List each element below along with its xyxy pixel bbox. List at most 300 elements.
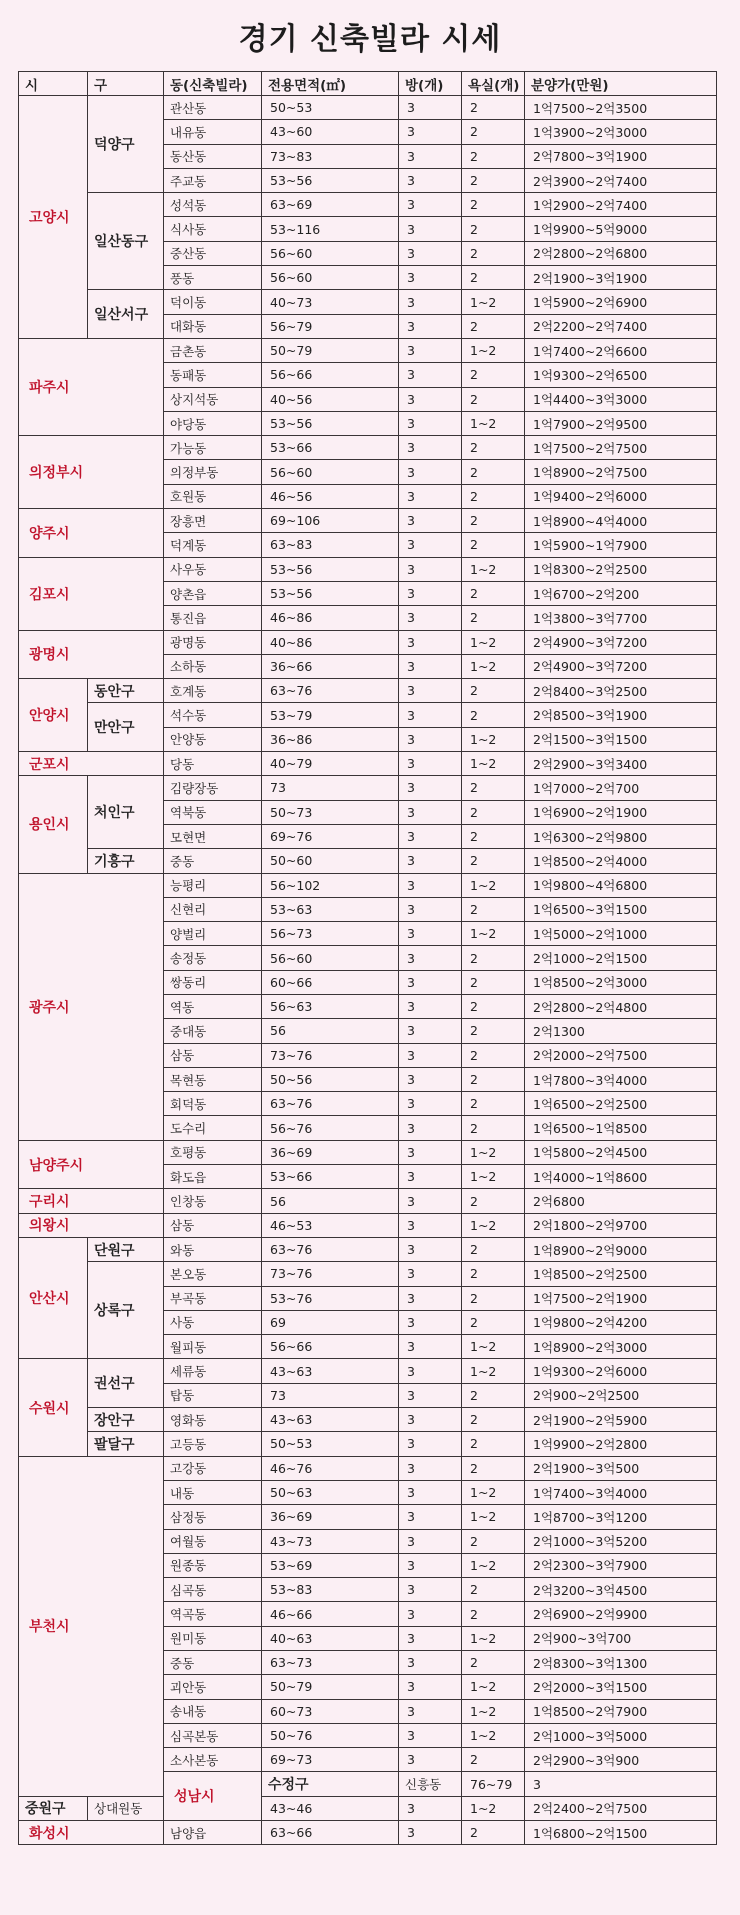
dong-cell: 심곡본동 [164,1723,262,1747]
rooms-cell: 3 [399,1286,462,1310]
price-cell: 1억4400~3억3000 [525,387,717,411]
table-row [19,1432,717,1456]
area-cell: 53~56 [262,411,399,435]
price-cell: 1억5000~2억1000 [525,922,717,946]
city-cell: 화성시 [19,1821,164,1845]
baths-cell: 1~2 [462,1165,525,1189]
price-cell: 1억7800~3억4000 [525,1067,717,1091]
area-cell: 69~106 [262,509,399,533]
price-cell: 1억8500~2억3000 [525,970,717,994]
dong-cell: 호원동 [164,484,262,508]
dong-cell: 양벌리 [164,922,262,946]
area-cell: 56~60 [262,946,399,970]
dong-cell: 가능동 [164,436,262,460]
area-cell: 56~60 [262,241,399,265]
dong-cell: 동산동 [164,144,262,168]
baths-cell: 1~2 [462,1553,525,1577]
dong-cell: 상대원동 [88,1796,164,1820]
dong-cell: 동패동 [164,363,262,387]
baths-cell: 2 [462,1310,525,1334]
table-row [19,436,717,460]
area-cell: 40~79 [262,752,399,776]
area-cell: 50~63 [262,1480,399,1504]
area-cell: 53~69 [262,1553,399,1577]
area-cell: 53~76 [262,1286,399,1310]
dong-cell: 주교동 [164,168,262,192]
baths-cell: 2 [462,217,525,241]
rooms-cell: 3 [525,1772,717,1796]
dong-cell: 본오동 [164,1262,262,1286]
price-cell: 2억2900~3억3400 [525,752,717,776]
table-row [19,1237,717,1261]
rooms-cell: 3 [399,1116,462,1140]
price-cell: 2억6800 [525,1189,717,1213]
price-cell: 1억6900~2억1900 [525,800,717,824]
price-cell: 1억3800~3억7700 [525,606,717,630]
area-cell: 56~79 [262,314,399,338]
dong-cell: 덕계동 [164,533,262,557]
price-cell: 1억5800~2억4500 [525,1140,717,1164]
area-cell: 50~79 [262,338,399,362]
dong-cell: 삼동 [164,1043,262,1067]
city-cell: 고양시 [19,96,88,339]
city-cell: 군포시 [19,752,164,776]
baths-cell: 2 [462,363,525,387]
villa-price-table [18,71,717,1845]
baths-cell: 2 [462,1067,525,1091]
price-cell: 1억9900~5억9000 [525,217,717,241]
price-cell: 2억2300~3억7900 [525,1553,717,1577]
baths-cell: 1~2 [462,630,525,654]
rooms-cell: 3 [399,1432,462,1456]
district-cell: 상록구 [88,1262,164,1359]
baths-cell: 2 [462,266,525,290]
table-row [19,1359,717,1383]
table-row [19,338,717,362]
price-cell: 2억2000~3억1500 [525,1675,717,1699]
table-row [19,873,717,897]
table-row [19,290,717,314]
city-cell: 의왕시 [19,1213,164,1237]
table-row [19,1140,717,1164]
price-cell: 1억7500~2억1900 [525,1286,717,1310]
baths-cell: 1~2 [462,1675,525,1699]
price-cell: 1억6300~2억9800 [525,824,717,848]
header-rooms: 방(개) [399,72,462,96]
district-cell: 만안구 [88,703,164,752]
area-cell: 40~86 [262,630,399,654]
dong-cell: 석수동 [164,703,262,727]
baths-cell: 2 [462,1456,525,1480]
rooms-cell: 3 [399,1383,462,1407]
area-cell: 46~53 [262,1213,399,1237]
area-cell: 56~73 [262,922,399,946]
dong-cell: 세류동 [164,1359,262,1383]
district-cell: 덕양구 [88,96,164,193]
price-cell: 1억8900~2억7500 [525,460,717,484]
dong-cell: 풍동 [164,266,262,290]
dong-cell: 모현면 [164,824,262,848]
baths-cell: 1~2 [462,1796,525,1820]
price-cell: 2억8500~3억1900 [525,703,717,727]
dong-cell: 괴안동 [164,1675,262,1699]
dong-cell: 영화동 [164,1408,262,1432]
city-cell: 양주시 [19,509,164,558]
price-cell: 2억900~2억2500 [525,1383,717,1407]
area-cell: 56 [262,1019,399,1043]
baths-cell: 1~2 [462,1505,525,1529]
table-row [19,1456,717,1480]
area-cell: 53~66 [262,436,399,460]
area-cell: 60~73 [262,1699,399,1723]
area-cell: 50~79 [262,1675,399,1699]
baths-cell: 2 [462,1748,525,1772]
price-cell: 2억1000~3억5200 [525,1529,717,1553]
rooms-cell: 3 [399,800,462,824]
dong-cell: 신흥동 [399,1772,462,1796]
rooms-cell: 3 [399,193,462,217]
price-cell: 1억5900~2억6900 [525,290,717,314]
dong-cell: 고등동 [164,1432,262,1456]
rooms-cell: 3 [399,557,462,581]
area-cell: 63~76 [262,1237,399,1261]
price-cell: 1억9900~2억2800 [525,1432,717,1456]
district-cell: 기흥구 [88,849,164,873]
header-dong: 동(신축빌라) [164,72,262,96]
baths-cell: 2 [462,120,525,144]
district-cell: 팔달구 [88,1432,164,1456]
dong-cell: 삼동 [164,1213,262,1237]
rooms-cell: 3 [399,873,462,897]
rooms-cell: 3 [399,1480,462,1504]
price-cell: 1억6500~2억2500 [525,1092,717,1116]
baths-cell: 2 [462,96,525,120]
baths-cell: 2 [462,193,525,217]
rooms-cell: 3 [399,1723,462,1747]
price-cell: 2억2800~2억6800 [525,241,717,265]
price-cell: 1억7500~2억3500 [525,96,717,120]
baths-cell: 2 [462,946,525,970]
baths-cell: 2 [462,1602,525,1626]
price-cell: 1억4000~1억8600 [525,1165,717,1189]
area-cell: 53~83 [262,1578,399,1602]
price-cell: 1억7400~2억6600 [525,338,717,362]
dong-cell: 도수리 [164,1116,262,1140]
dong-cell: 호평동 [164,1140,262,1164]
area-cell: 43~73 [262,1529,399,1553]
price-cell: 1억7000~2억700 [525,776,717,800]
price-cell: 2억1900~3억500 [525,1456,717,1480]
dong-cell: 쌍동리 [164,970,262,994]
baths-cell: 2 [462,824,525,848]
rooms-cell: 3 [399,1189,462,1213]
dong-cell: 원미동 [164,1626,262,1650]
area-cell: 53~56 [262,581,399,605]
header-si: 시 [19,72,88,96]
price-cell: 2억1500~3억1500 [525,727,717,751]
dong-cell: 월피동 [164,1335,262,1359]
baths-cell: 2 [462,776,525,800]
rooms-cell: 3 [399,897,462,921]
price-cell: 2억2400~2억7500 [525,1796,717,1820]
baths-cell: 1~2 [462,1140,525,1164]
dong-cell: 목현동 [164,1067,262,1091]
dong-cell: 사우동 [164,557,262,581]
rooms-cell: 3 [399,1578,462,1602]
rooms-cell: 3 [399,776,462,800]
rooms-cell: 3 [399,1237,462,1261]
price-cell: 1억7900~2억9500 [525,411,717,435]
price-cell: 2억2800~2억4800 [525,994,717,1018]
city-cell: 성남시 [164,1772,262,1821]
rooms-cell: 3 [399,1675,462,1699]
area-cell: 69 [262,1310,399,1334]
rooms-cell: 3 [399,387,462,411]
baths-cell: 1~2 [462,1723,525,1747]
area-cell: 73~76 [262,1043,399,1067]
area-cell: 46~66 [262,1602,399,1626]
price-cell: 1억8900~2억9000 [525,1237,717,1261]
baths-cell: 2 [462,1019,525,1043]
baths-cell: 1~2 [462,752,525,776]
baths-cell: 2 [462,994,525,1018]
price-cell: 2억7800~3억1900 [525,144,717,168]
price-cell: 2억1000~2억1500 [525,946,717,970]
baths-cell: 2 [462,144,525,168]
dong-cell: 중대동 [164,1019,262,1043]
dong-cell: 소사본동 [164,1748,262,1772]
price-cell: 1억8700~3억1200 [525,1505,717,1529]
price-cell: 1억8500~2억4000 [525,849,717,873]
city-cell: 의정부시 [19,436,164,509]
dong-cell: 고강동 [164,1456,262,1480]
area-cell: 73~83 [262,144,399,168]
dong-cell: 송정동 [164,946,262,970]
dong-cell: 심곡동 [164,1578,262,1602]
dong-cell: 탑동 [164,1383,262,1407]
dong-cell: 안양동 [164,727,262,751]
city-cell: 수원시 [19,1359,88,1456]
baths-cell: 1~2 [462,654,525,678]
baths-cell: 2 [462,1262,525,1286]
area-cell: 73~76 [262,1262,399,1286]
dong-cell: 중동 [164,849,262,873]
dong-cell: 부곡동 [164,1286,262,1310]
dong-cell: 사동 [164,1310,262,1334]
table-row [19,776,717,800]
dong-cell: 양촌읍 [164,581,262,605]
rooms-cell: 3 [399,1626,462,1650]
header-area: 전용면적(㎡) [262,72,399,96]
baths-cell: 1~2 [462,290,525,314]
dong-cell: 내유동 [164,120,262,144]
price-cell: 1억6500~3억1500 [525,897,717,921]
area-cell: 56~102 [262,873,399,897]
price-cell: 1억8500~2억7900 [525,1699,717,1723]
baths-cell: 2 [462,1043,525,1067]
dong-cell: 식사동 [164,217,262,241]
price-cell: 1억9400~2억6000 [525,484,717,508]
rooms-cell: 3 [399,824,462,848]
rooms-cell: 3 [399,411,462,435]
rooms-cell: 3 [399,1505,462,1529]
area-cell: 36~66 [262,654,399,678]
rooms-cell: 3 [399,606,462,630]
baths-cell: 1~2 [462,1480,525,1504]
price-cell: 2억1900~2억5900 [525,1408,717,1432]
rooms-cell: 3 [399,290,462,314]
price-cell: 2억900~3억700 [525,1626,717,1650]
rooms-cell: 3 [399,168,462,192]
rooms-cell: 3 [399,752,462,776]
baths-cell: 2 [462,1092,525,1116]
rooms-cell: 3 [399,1651,462,1675]
baths-cell: 2 [462,484,525,508]
rooms-cell: 3 [399,1043,462,1067]
dong-cell: 덕이동 [164,290,262,314]
city-cell: 파주시 [19,338,164,435]
district-cell: 단원구 [88,1237,164,1261]
district-cell: 장안구 [88,1408,164,1432]
rooms-cell: 3 [399,1067,462,1091]
price-cell: 2억2900~3억900 [525,1748,717,1772]
rooms-cell: 3 [399,630,462,654]
price-cell: 1억3900~2억3000 [525,120,717,144]
area-cell: 69~76 [262,824,399,848]
dong-cell: 여월동 [164,1529,262,1553]
area-cell: 50~56 [262,1067,399,1091]
rooms-cell: 3 [399,241,462,265]
price-cell: 1억2900~2억7400 [525,193,717,217]
area-cell: 43~63 [262,1359,399,1383]
rooms-cell: 3 [399,314,462,338]
dong-cell: 당동 [164,752,262,776]
rooms-cell: 3 [399,970,462,994]
price-cell: 1억8900~2억3000 [525,1335,717,1359]
baths-cell: 2 [462,1116,525,1140]
area-cell: 56~60 [262,266,399,290]
area-cell: 43~63 [262,1408,399,1432]
rooms-cell: 3 [399,96,462,120]
price-cell: 2억3200~3억4500 [525,1578,717,1602]
rooms-cell: 3 [399,1748,462,1772]
rooms-cell: 3 [399,1213,462,1237]
rooms-cell: 3 [399,266,462,290]
baths-cell: 2 [462,1189,525,1213]
area-cell: 40~63 [262,1626,399,1650]
district-cell: 수정구 [262,1772,399,1796]
baths-cell: 1~2 [462,1359,525,1383]
rooms-cell: 3 [399,1699,462,1723]
dong-cell: 능평리 [164,873,262,897]
dong-cell: 광명동 [164,630,262,654]
table-row [19,557,717,581]
price-cell: 2억8300~3억1300 [525,1651,717,1675]
dong-cell: 원종동 [164,1553,262,1577]
rooms-cell: 3 [399,1796,462,1820]
price-cell: 1억8300~2억2500 [525,557,717,581]
price-cell: 1억8500~2억2500 [525,1262,717,1286]
area-cell: 63~69 [262,193,399,217]
header-price: 분양가(만원) [525,72,717,96]
area-cell: 36~69 [262,1140,399,1164]
table-row [19,96,717,120]
district-cell: 처인구 [88,776,164,849]
rooms-cell: 3 [399,509,462,533]
baths-cell: 1~2 [462,727,525,751]
dong-cell: 장흥면 [164,509,262,533]
rooms-cell: 3 [399,727,462,751]
header-gu: 구 [88,72,164,96]
baths-cell: 1~2 [462,338,525,362]
baths-cell: 2 [462,849,525,873]
area-cell: 69~73 [262,1748,399,1772]
baths-cell: 1~2 [462,1626,525,1650]
price-cell: 1억7400~3억4000 [525,1480,717,1504]
rooms-cell: 3 [399,1602,462,1626]
baths-cell: 2 [462,168,525,192]
area-cell: 63~76 [262,679,399,703]
baths-cell: 2 [462,314,525,338]
rooms-cell: 3 [399,946,462,970]
price-cell: 1억5900~1억7900 [525,533,717,557]
dong-cell: 역북동 [164,800,262,824]
price-cell: 2억1800~2억9700 [525,1213,717,1237]
baths-cell: 2 [462,1383,525,1407]
dong-cell: 인창동 [164,1189,262,1213]
rooms-cell: 3 [399,1019,462,1043]
baths-cell: 2 [462,1651,525,1675]
baths-cell: 1~2 [462,1699,525,1723]
area-cell: 76~79 [462,1772,525,1796]
district-cell: 중원구 [19,1796,88,1820]
area-cell: 46~86 [262,606,399,630]
city-cell: 남양주시 [19,1140,164,1189]
header-row [19,72,717,96]
area-cell: 50~76 [262,1723,399,1747]
table-row [19,752,717,776]
dong-cell: 삼정동 [164,1505,262,1529]
area-cell: 56~66 [262,1335,399,1359]
area-cell: 53~56 [262,557,399,581]
rooms-cell: 3 [399,120,462,144]
baths-cell: 2 [462,460,525,484]
dong-cell: 의정부동 [164,460,262,484]
table-row [19,509,717,533]
area-cell: 63~66 [262,1821,399,1845]
price-cell: 1억9300~2억6000 [525,1359,717,1383]
rooms-cell: 3 [399,436,462,460]
area-cell: 46~76 [262,1456,399,1480]
area-cell: 53~66 [262,1165,399,1189]
table-row [19,703,717,727]
baths-cell: 2 [462,1821,525,1845]
table-row [19,849,717,873]
header-baths: 욕실(개) [462,72,525,96]
area-cell: 73 [262,1383,399,1407]
table-body [19,96,717,1845]
rooms-cell: 3 [399,1165,462,1189]
area-cell: 36~69 [262,1505,399,1529]
dong-cell: 소하동 [164,654,262,678]
area-cell: 53~79 [262,703,399,727]
baths-cell: 2 [462,436,525,460]
baths-cell: 1~2 [462,557,525,581]
price-cell: 2억1000~3억5000 [525,1723,717,1747]
rooms-cell: 3 [399,581,462,605]
rooms-cell: 3 [399,1310,462,1334]
rooms-cell: 3 [399,1529,462,1553]
